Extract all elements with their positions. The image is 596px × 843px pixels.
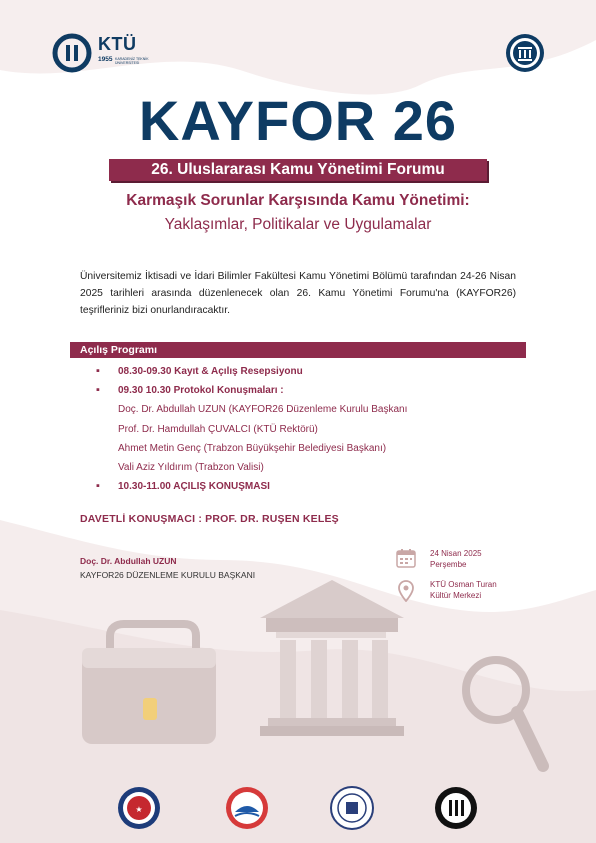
ktu-year: 1955 (98, 56, 113, 63)
government-building (260, 580, 404, 736)
chair-name: Doç. Dr. Abdullah UZUN (80, 556, 177, 566)
venue-line-2: Kültür Merkezi (430, 591, 482, 600)
department-seal-icon (505, 33, 545, 73)
ktu-abbr: KTÜ (98, 34, 137, 54)
speaker-item: Prof. Dr. Hamdullah ÇUVALCI (KTÜ Rektörü) (118, 423, 318, 435)
program-item: ▪ 09.30 10.30 Protokol Konuşmaları : (96, 381, 526, 400)
speaker-item: Ahmet Metin Genç (Trabzon Büyükşehir Belediyesi Başkanı) (118, 442, 387, 454)
partner-seal-icon (330, 786, 374, 830)
magnifier (466, 660, 543, 766)
program-item: ▪ 08.30-09.30 Kayıt & Açılış Resepsiyonu (96, 362, 526, 381)
program-heading: Açılış Programı (70, 342, 526, 358)
svg-text:★: ★ (135, 805, 143, 814)
event-date: 24 Nisan 2025 (430, 549, 482, 558)
theme-line-2: Yaklaşımlar, Politikalar ve Uygulamalar (164, 216, 432, 233)
theme-line-1: Karmaşık Sorunlar Karşısında Kamu Yönetimi: (126, 192, 470, 209)
chair-title: KAYFOR26 DÜZENLEME KURULU BAŞKANI (80, 570, 256, 580)
briefcase (82, 624, 216, 744)
partner-seal-icon (117, 786, 161, 830)
page-title: KAYFOR 26 (138, 89, 458, 152)
illustration (0, 560, 596, 780)
program-item: ▪ 10.30-11.00 AÇILIŞ KONUŞMASI (96, 477, 526, 496)
forum-subtitle-banner: 26. Uluslararası Kamu Yönetimi Forumu (109, 159, 487, 181)
venue-line-1: KTÜ Osman Turan (430, 580, 497, 589)
partner-seal-icon (434, 786, 478, 830)
invitation-text: Üniversitemiz İktisadi ve İdari Bilimler Fakültesi Kamu Yönetimi Bölümü tarafından 24-26 Nisan 2025 tarihleri arasında düzenlenecek olan 26. Kamu Yönetimi Forumu'na (KAYFOR26) teşrifleriniz bizi onurlandıracaktır. (80, 271, 516, 316)
program-list (96, 362, 526, 496)
event-day: Perşembe (430, 560, 467, 569)
speaker-item: Doç. Dr. Abdullah UZUN (KAYFOR26 Düzenleme Kurulu Başkanı (118, 404, 408, 416)
ktu-subtitle: KARADENİZ TEKNİK ÜNİVERSİTESİ (115, 57, 149, 65)
partner-seal-icon (225, 786, 269, 830)
invited-speaker: DAVETLİ KONUŞMACI : PROF. DR. RUŞEN KELEŞ (80, 513, 339, 525)
speaker-item: Vali Aziz Yıldırım (Trabzon Valisi) (118, 462, 264, 474)
